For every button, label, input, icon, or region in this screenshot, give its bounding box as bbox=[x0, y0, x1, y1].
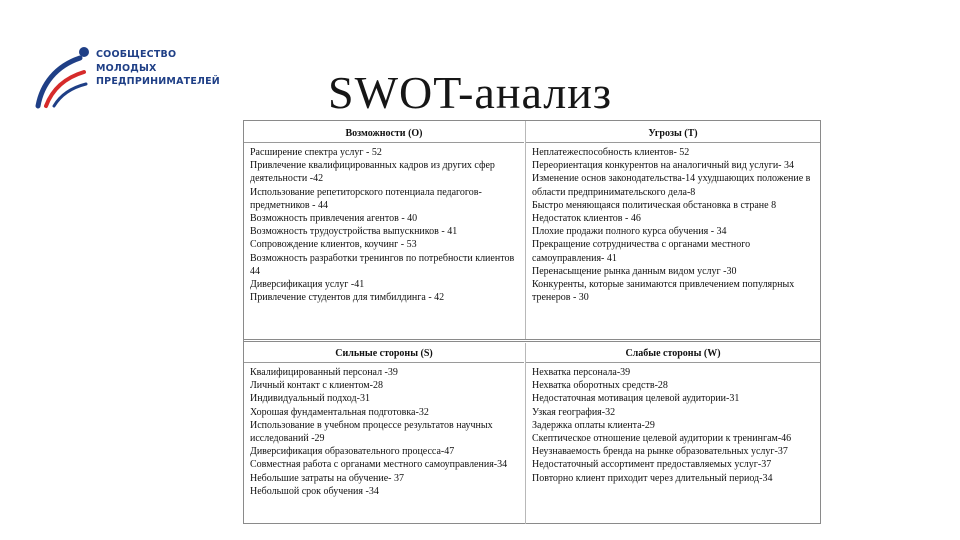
logo-line: СООБЩЕСТВО bbox=[96, 49, 177, 60]
organization-logo bbox=[34, 44, 220, 110]
list-item: Диверсификация образовательного процесса-47 bbox=[250, 446, 455, 458]
list-item: Привлечение студентов для тимбилдинга - 42 bbox=[250, 292, 445, 304]
weaknesses-list bbox=[532, 366, 814, 485]
list-item: Использование в учебном процессе результатов научных исследований -29 bbox=[250, 419, 493, 445]
logo-figure-icon bbox=[34, 44, 94, 110]
list-item: Совместная работа с органами местного самоуправления-34 bbox=[250, 459, 508, 471]
threats-list bbox=[532, 146, 814, 304]
list-item: Плохие продажи полного курса обучения - 34 bbox=[532, 226, 727, 238]
strengths-list bbox=[250, 366, 518, 498]
list-item: Диверсификация услуг -41 bbox=[250, 279, 365, 291]
opportunities-quadrant bbox=[250, 125, 518, 304]
list-item: Нехватка оборотных средств-28 bbox=[532, 380, 668, 392]
list-item: Неузнаваемость бренда на рынке образовательных услуг-37 bbox=[532, 446, 788, 458]
swot-table bbox=[243, 120, 821, 524]
list-item: Недостаточный ассортимент предоставляемых услуг-37 bbox=[532, 459, 772, 471]
list-item: Квалифицированный персонал -39 bbox=[250, 367, 398, 378]
logo-line: ПРЕДПРИНИМАТЕЛЕЙ bbox=[96, 76, 220, 87]
list-item: Сопровождение клиентов, коучинг - 53 bbox=[250, 239, 417, 251]
threats-quadrant bbox=[532, 125, 814, 304]
quadrant-header: Угрозы (Т) bbox=[526, 125, 820, 143]
list-item: Прекращение сотрудничества с органами местного самоуправления- 41 bbox=[532, 239, 751, 264]
logo-line: МОЛОДЫХ bbox=[96, 62, 157, 74]
list-item: Неплатежеспособность клиентов- 52 bbox=[532, 147, 690, 158]
list-item: Использование репетиторского потенциала педагогов-предметников - 44 bbox=[250, 186, 482, 211]
list-item: Недостаток клиентов - 46 bbox=[532, 213, 641, 225]
strengths-quadrant bbox=[250, 345, 518, 498]
list-item: Перенасыщение рынка данным видом услуг -30 bbox=[532, 265, 737, 277]
list-item: Скептическое отношение целевой аудитории к тренингам-46 bbox=[532, 433, 792, 445]
column-divider bbox=[525, 121, 526, 339]
weaknesses-quadrant bbox=[532, 345, 814, 485]
list-item: Хорошая фундаментальная подготовка-32 bbox=[250, 406, 429, 418]
quadrant-header: Возможности (О) bbox=[244, 125, 524, 143]
list-item: Возможность разработки тренингов по потребности клиентов 44 bbox=[250, 252, 515, 277]
list-item: Быстро меняющаяся политическая обстановка в стране 8 bbox=[532, 199, 777, 211]
list-item: Небольшие затраты на обучение- 37 bbox=[250, 472, 404, 484]
quadrant-header: Слабые стороны (W) bbox=[526, 345, 820, 363]
list-item: Небольшой срок обучения -34 bbox=[250, 485, 379, 497]
list-item: Личный контакт с клиентом-28 bbox=[250, 380, 383, 392]
list-item: Повторно клиент приходит через длительный период-34 bbox=[532, 472, 773, 484]
opportunities-list bbox=[250, 146, 518, 304]
list-item: Изменение основ законодательства-14 ухудшающих положение в области предпринимательского дела-8 bbox=[532, 173, 811, 198]
list-item: Переориентация конкурентов на аналогичный вид услуги- 34 bbox=[532, 160, 795, 172]
page-title: SWOT-анализ bbox=[328, 67, 613, 118]
list-item: Возможность привлечения агентов - 40 bbox=[250, 213, 418, 225]
list-item: Возможность трудоустройства выпускников - 41 bbox=[250, 226, 458, 238]
list-item: Расширение спектра услуг - 52 bbox=[250, 147, 382, 158]
list-item: Нехватка персонала-39 bbox=[532, 367, 631, 378]
list-item: Привлечение квалифицированных кадров из других сфер деятельности -42 bbox=[250, 160, 495, 185]
logo-text bbox=[96, 48, 220, 89]
list-item: Задержка оплаты клиента-29 bbox=[532, 419, 655, 431]
list-item: Индивидуальный подход-31 bbox=[250, 393, 370, 405]
column-divider bbox=[525, 343, 526, 524]
list-item: Узкая география-32 bbox=[532, 406, 616, 418]
row-divider bbox=[244, 339, 820, 342]
list-item: Конкуренты, которые занимаются привлечением популярных тренеров - 30 bbox=[532, 279, 795, 304]
list-item: Недостаточная мотивация целевой аудитории-31 bbox=[532, 393, 740, 405]
quadrant-header: Сильные стороны (S) bbox=[244, 345, 524, 363]
